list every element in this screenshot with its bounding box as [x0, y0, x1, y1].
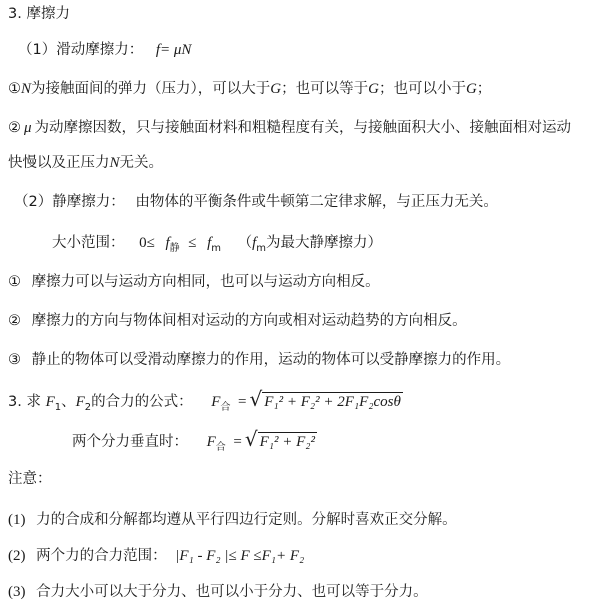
sqrt-icon: √ — [249, 387, 263, 411]
sub-2: 2 — [84, 401, 92, 413]
note-mark: (1) — [8, 512, 26, 528]
range-zero: 0≤ — [139, 235, 155, 251]
paren: （ — [237, 235, 253, 251]
sub-static: 静 — [169, 242, 180, 254]
note-text: 两个力的合力范围： — [36, 548, 167, 564]
note-text: ；也可以等于 — [281, 81, 369, 97]
range-formula: |F₁ - F₂ |≤ F ≤F₁+ F₂ — [175, 548, 305, 564]
note-mark: ① — [8, 81, 21, 97]
note-text: 无关。 — [119, 155, 164, 171]
point-mark: ③ — [8, 352, 21, 368]
static-label: （2）静摩擦力： — [14, 194, 125, 210]
point-2 — [8, 311, 467, 331]
resultant-label: 的合力的公式： — [91, 394, 193, 410]
var-f1: F — [45, 394, 55, 410]
range-label: 大小范围： — [52, 235, 125, 251]
note-1 — [8, 510, 457, 530]
note-text: ；也可以小于 — [378, 81, 466, 97]
note-2 — [8, 546, 304, 566]
sliding-label: （1）滑动摩擦力： — [18, 42, 144, 58]
static-friction-line — [14, 192, 498, 212]
note-mark: (3) — [8, 584, 26, 600]
resultant-label: 3. 求 — [8, 394, 41, 410]
sliding-note-1 — [8, 79, 491, 99]
var-f: f — [165, 235, 170, 251]
var-f-total: F — [206, 434, 216, 450]
var-n: N — [109, 155, 120, 171]
radicand: F₁² + F₂² — [259, 434, 315, 450]
point-1 — [8, 272, 380, 292]
sub-m: m — [211, 242, 221, 254]
note-mark: ② — [8, 120, 21, 136]
sub-total: 合 — [220, 401, 231, 413]
perpendicular-line — [72, 429, 317, 458]
note-text: ； — [476, 81, 492, 97]
perp-label: 两个分力垂直时： — [72, 434, 188, 450]
point-text: 摩擦力可以与运动方向相同，也可以与运动方向相反。 — [31, 274, 380, 290]
var-mu: μ — [24, 120, 32, 136]
notes-heading: 注意： — [8, 471, 52, 487]
var-n: N — [21, 81, 32, 97]
sliding-note-2 — [8, 118, 571, 138]
range-note: 为最大静摩擦力） — [266, 235, 383, 251]
var-g: G — [368, 81, 379, 97]
point-mark: ① — [8, 274, 21, 290]
var-f-total: F — [211, 394, 221, 410]
sub-m: m — [256, 242, 267, 254]
var-g: G — [270, 81, 282, 97]
sliding-formula: f= μN — [155, 42, 192, 58]
note-mark: (2) — [8, 548, 26, 564]
note-text: 为动摩擦因数，只与接触面材料和粗糙程度有关，与接触面积大小、接触面相对运动 — [34, 120, 572, 136]
note-text: 合力大小可以大于分力、也可以小于分力、也可以等于分力。 — [36, 584, 428, 600]
separator: 、 — [61, 394, 76, 410]
resultant-formula-line — [8, 389, 403, 418]
le-symbol: ≤ — [188, 235, 197, 251]
var-g: G — [465, 81, 477, 97]
sliding-note-2-cont — [8, 153, 163, 173]
var-fm: f — [207, 235, 212, 251]
point-text: 摩擦力的方向与物体间相对运动的方向或相对运动趋势的方向相反。 — [31, 313, 467, 329]
sqrt-icon: √ — [244, 427, 258, 451]
var-fm: f — [252, 235, 257, 251]
point-mark: ② — [8, 313, 21, 329]
sliding-friction-line — [18, 40, 191, 60]
var-f2: F — [75, 394, 85, 410]
note-3 — [8, 582, 428, 602]
sub-1: 1 — [54, 401, 62, 413]
radicand: F₁² + F₂² + 2F₁F₂cosθ — [264, 394, 401, 410]
eq-symbol: = — [233, 434, 242, 450]
static-text: 由物体的平衡条件或牛顿第二定律求解，与正压力无关。 — [135, 194, 498, 210]
note-text: 为接触面间的弹力（压力），可以大于 — [31, 81, 271, 97]
note-text: 力的合成和分解都均遵从平行四边行定则。分解时喜欢正交分解。 — [36, 512, 457, 528]
eq-symbol: = — [238, 394, 247, 410]
sub-total: 合 — [215, 441, 226, 453]
static-range-line — [52, 233, 382, 259]
note-text: 快慢以及正压力 — [8, 155, 110, 171]
section-title: 3. 摩擦力 — [8, 6, 70, 22]
point-text: 静止的物体可以受滑动摩擦力的作用，运动的物体可以受静摩擦力的作用。 — [31, 352, 511, 368]
point-3 — [8, 350, 510, 370]
